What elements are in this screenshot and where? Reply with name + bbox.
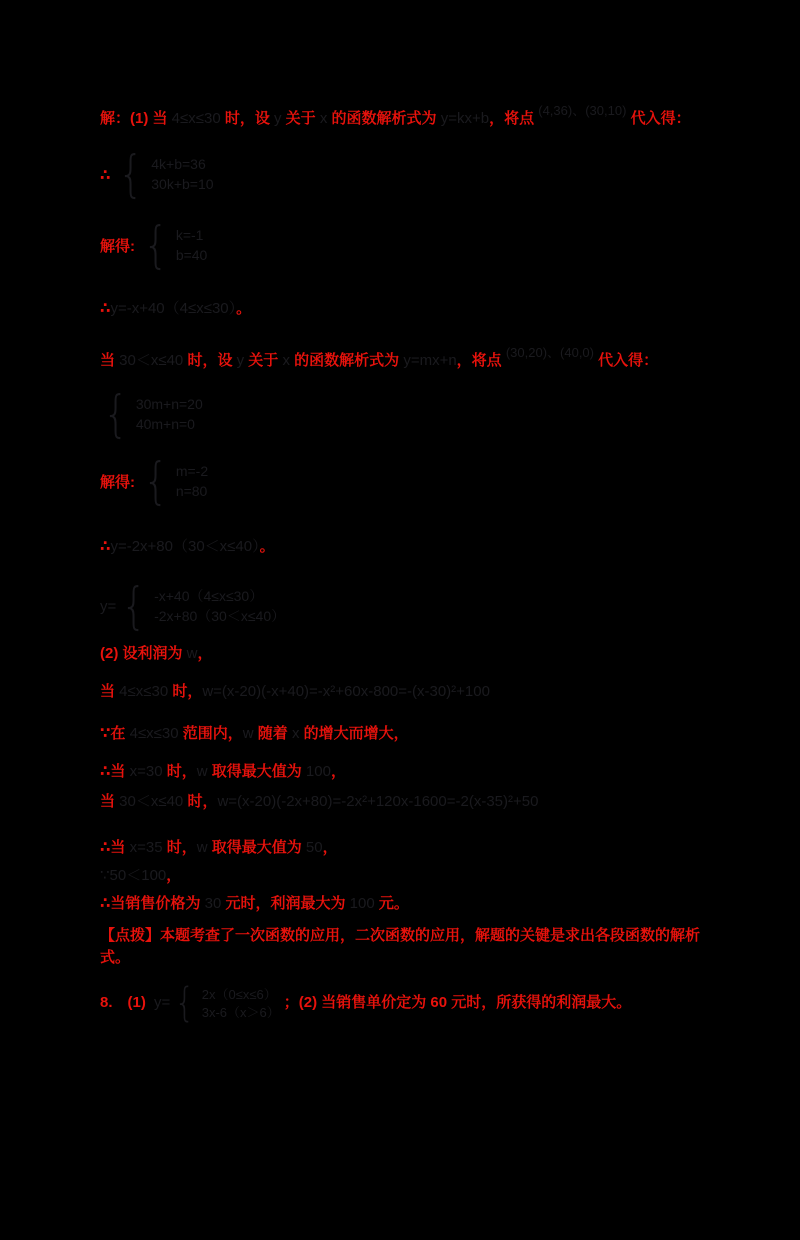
math-segment: y=-2x+80（30＜x≤40） [110, 538, 260, 555]
equation-lhs: y= [154, 994, 171, 1011]
answer-text-segment: 取得最大值为 [207, 839, 306, 856]
answer-text-segment: 关于 [244, 352, 283, 369]
math-segment: y=mx+n [403, 352, 457, 369]
answer-text-segment: 取得最大值为 [207, 763, 306, 780]
curly-brace-icon: { [143, 452, 169, 510]
equation-row: m=-2 [175, 463, 209, 479]
answer-text-segment: 时， [162, 839, 197, 856]
equation-system [100, 385, 712, 443]
curly-brace-icon: { [121, 577, 147, 635]
curly-brace-icon: { [174, 980, 196, 1026]
answer-text-segment: 的函数解析式为 [289, 352, 404, 369]
math-segment: w [242, 725, 254, 742]
curly-brace-icon: { [118, 145, 145, 203]
answer-text-segment: ∴ [100, 538, 111, 555]
equation-row: b=40 [175, 247, 208, 263]
equation-lhs: y= [100, 598, 117, 615]
answer-text-segment: 随着 [253, 725, 292, 742]
equation-rows [151, 156, 213, 193]
answer-text-segment: 范围内， [178, 725, 243, 742]
answer-text-segment: 时，设 [183, 352, 237, 369]
answer-text-segment: ∵在 [100, 725, 130, 742]
equation-row: 2x（0≤x≤6） [201, 986, 277, 1002]
answer-text-segment: 。 [236, 300, 252, 317]
math-segment: w [186, 645, 198, 662]
equation-rows [136, 396, 203, 433]
equation-rows [176, 463, 208, 500]
math-segment: x=35 [129, 839, 163, 856]
answer-text-segment: 的函数解析式为 [327, 110, 441, 127]
math-segment: (30,20)、(40,0) [505, 345, 594, 360]
solution-line [100, 536, 712, 558]
equation-lead-text: ∴ [100, 166, 111, 184]
answer-text-segment: 【点拨】本题考查了一次函数的应用，二次函数的应用，解题的关键是求出各段函数的解析式。 [100, 927, 701, 966]
equation-row: -x+40（4≤x≤30） [154, 588, 264, 604]
math-segment: ∵50＜100 [100, 867, 167, 884]
answer-text-segment: ， [166, 867, 182, 884]
solution-line [100, 681, 712, 703]
math-segment: 30 [204, 895, 222, 912]
answer-text-segment: 元。 [374, 895, 409, 912]
solution-line [100, 980, 712, 1026]
solution-line [100, 723, 712, 745]
math-segment: 4≤x≤30 [129, 725, 179, 742]
answer-text-segment: 时， [168, 683, 203, 700]
solution-document [0, 103, 800, 1026]
answer-text-segment: 元时，利润最大为 [221, 895, 350, 912]
equation-row: 30m+n=20 [135, 396, 203, 412]
math-segment: x [319, 110, 328, 127]
equation-row: -2x+80（30＜x≤40） [154, 608, 286, 624]
equation-row: n=80 [175, 483, 208, 499]
answer-text-segment: 。 [259, 538, 275, 555]
answer-text-segment: 代入得： [594, 352, 659, 369]
equation-lead-text: 解得: [100, 474, 135, 491]
math-segment: w [196, 839, 208, 856]
math-segment: (4,36)、(30,10) [538, 103, 627, 118]
math-segment: y [236, 352, 245, 369]
solution-line [100, 925, 712, 969]
answer-text-segment: 时， [183, 793, 218, 810]
equation-rows [202, 987, 280, 1020]
answer-text-segment: 8. (1) [100, 993, 151, 1011]
answer-text-segment: ∴当销售价格为 [100, 895, 205, 912]
equation-row: 3x-6（x＞6） [201, 1004, 280, 1020]
answer-text-segment: 代入得： [626, 110, 691, 127]
math-segment: y [274, 110, 282, 127]
answer-text-segment: 时， [162, 763, 197, 780]
answer-text-segment: ；(2) 当销售单价定为 60 元时，所获得的利润最大。 [283, 993, 632, 1011]
answer-text-segment: (2) 设利润为 [100, 645, 187, 662]
math-segment: w=(x-20)(-x+40)=-x²+60x-800=-(x-30)²+100 [202, 683, 490, 700]
curly-brace-icon: { [143, 216, 169, 274]
math-segment: x [291, 725, 300, 742]
math-segment: 4≤x≤30 [119, 683, 169, 700]
equation-row: 30k+b=10 [151, 176, 214, 192]
solution-line [100, 837, 712, 859]
piecewise-function [100, 577, 712, 635]
math-segment: x=30 [129, 763, 163, 780]
answer-text-segment: ， [322, 839, 338, 856]
equation-row: k=-1 [175, 227, 204, 243]
answer-text-segment: 关于 [281, 110, 320, 127]
math-segment: y=kx+b [440, 110, 490, 127]
answer-text-segment: 当 [100, 352, 120, 369]
answer-text-segment: ， [197, 645, 213, 662]
solution-line [100, 791, 712, 813]
solution-line [100, 103, 712, 130]
solution-line [100, 865, 712, 887]
math-segment: 30＜x≤40 [119, 793, 184, 810]
solution-line [100, 345, 712, 372]
equation-row: 40m+n=0 [135, 416, 195, 432]
answer-text-segment: ∴当 [100, 763, 130, 780]
answer-text-segment: ，将点 [456, 352, 506, 369]
math-segment: w=(x-20)(-2x+80)=-2x²+120x-1600=-2(x-35)²+50 [217, 793, 539, 810]
answer-text-segment: ∴ [100, 300, 111, 317]
math-segment: w [196, 763, 208, 780]
equation-lead-text: 解得: [100, 238, 135, 255]
solution-line [100, 893, 712, 915]
equation-rows [154, 588, 285, 625]
math-segment: x [282, 352, 290, 369]
equation-system [100, 216, 712, 274]
answer-text-segment: 当 [100, 683, 120, 700]
math-segment: 100 [305, 763, 331, 780]
math-segment: 100 [349, 895, 375, 912]
math-segment: 4≤x≤30 [171, 110, 221, 127]
answer-text-segment: ，将点 [489, 110, 539, 127]
answer-text-segment: 解：(1) 当 [100, 110, 172, 127]
equation-row: 4k+b=36 [151, 156, 206, 172]
math-segment: y=-x+40（4≤x≤30） [110, 300, 237, 317]
equation-system [100, 145, 712, 203]
equation-system [100, 452, 712, 510]
curly-brace-icon: { [103, 385, 129, 443]
solution-line [100, 298, 712, 320]
solution-line [100, 761, 712, 783]
equation-rows [176, 227, 208, 264]
answer-text-segment: 的增大而增大， [299, 725, 409, 742]
solution-line [100, 643, 712, 665]
answer-text-segment: ， [330, 763, 346, 780]
inline-piecewise [154, 980, 280, 1026]
answer-text-segment: ∴当 [100, 839, 130, 856]
math-segment: 50 [305, 839, 323, 856]
answer-text-segment: 时，设 [220, 110, 275, 127]
answer-text-segment: 当 [100, 793, 120, 810]
math-segment: 30＜x≤40 [119, 352, 184, 369]
